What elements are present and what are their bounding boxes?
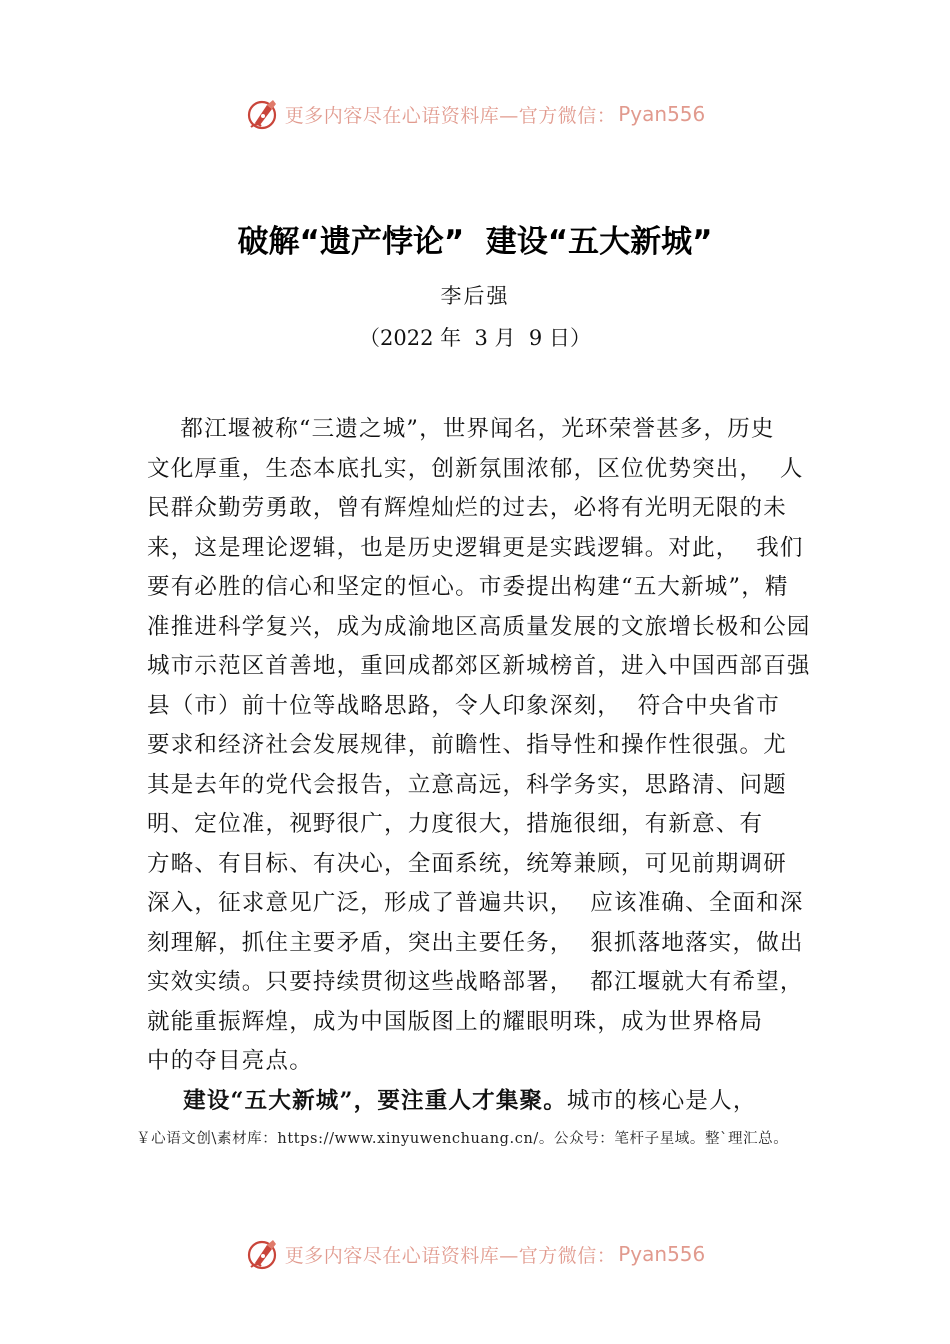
paragraph-line: 要有必胜的信心和坚定的恒心。市委提出构建“五大新城”，精 xyxy=(147,574,789,600)
pen-nib-logo-icon xyxy=(245,96,281,132)
banner-wechat-id: Pyan556 xyxy=(618,102,706,126)
bottom-banner xyxy=(0,1232,950,1276)
document-author: 李后强 xyxy=(440,284,510,308)
paragraph-line: 刻理解，抓住主要矛盾，突出主要任务， 狠抓落地落实，做出 xyxy=(147,929,804,956)
paragraph-line: 中的夺目亮点。 xyxy=(147,1048,313,1074)
paragraph-line: 县（市）前十位等战略思路，令人印象深刻， 符合中央省市 xyxy=(147,692,780,719)
paragraph-line: 实效实绩。只要持续贯彻这些战略部署， 都江堰就大有希望， xyxy=(147,969,804,995)
banner-text: 更多内容尽在心语资料库—官方微信： xyxy=(284,1244,617,1267)
paragraph-line: 准推进科学复兴，成为成渝地区高质量发展的文旅增长极和公园 xyxy=(147,613,811,640)
paragraph-line: 就能重振辉煌，成为中国版图上的耀眼明珠，成为世界格局 xyxy=(147,1008,764,1035)
document-title: 破解“遗产悖论” 建设“五大新城” xyxy=(237,224,713,260)
paragraph-line: 方略、有目标、有决心，全面系统，统筹兼顾，可见前期调研 xyxy=(147,850,787,877)
banner-text: 更多内容尽在心语资料库—官方微信： xyxy=(284,104,617,127)
paragraph-line: 文化厚重，生态本底扎实，创新氛围浓郁，区位优势突出， 人 xyxy=(147,455,804,482)
paragraph-2-rest: 城市的核心是人， xyxy=(566,1087,757,1114)
top-banner xyxy=(0,92,950,136)
footer-note: ￥心语文创\素材库：https://www.xinyuwenchuang.cn/。公众号：笔杆子星域。整`理汇总。 xyxy=(136,1131,789,1147)
paragraph-line: 深入，征求意见广泛，形成了普遍共识， 应该准确、全面和深 xyxy=(147,890,804,916)
paragraph-line: 都江堰被称“三遗之城”，世界闻名，光环荣誉甚多，历史 xyxy=(147,416,775,442)
paragraph-line: 城市示范区首善地，重回成都郊区新城榜首，进入中国西部百强 xyxy=(147,653,811,679)
paragraph-line: 明、定位准，视野很广，力度很大，措施很细，有新意、有 xyxy=(147,811,764,837)
paragraph-line: 来，这是理论逻辑，也是历史逻辑更是实践逻辑。对此， 我们 xyxy=(147,534,804,561)
paragraph-line: 民群众勤劳勇敢，曾有辉煌灿烂的过去，必将有光明无限的未 xyxy=(147,495,787,521)
pen-nib-logo-icon xyxy=(245,1236,281,1272)
paragraph-2-line xyxy=(147,1082,819,1122)
paragraph-line: 其是去年的党代会报告，立意高远，科学务实，思路清、问题 xyxy=(147,771,787,798)
paragraph-2-bold-lead: 建设“五大新城”，要注重人才集聚。 xyxy=(147,1087,567,1114)
paragraph-line: 要求和经济社会发展规律，前瞻性、指导性和操作性很强。尤 xyxy=(147,732,787,758)
body-text xyxy=(147,410,819,1121)
banner-wechat-id: Pyan556 xyxy=(618,1242,706,1266)
document-date: （2022 年 3 月 9 日） xyxy=(359,326,591,350)
